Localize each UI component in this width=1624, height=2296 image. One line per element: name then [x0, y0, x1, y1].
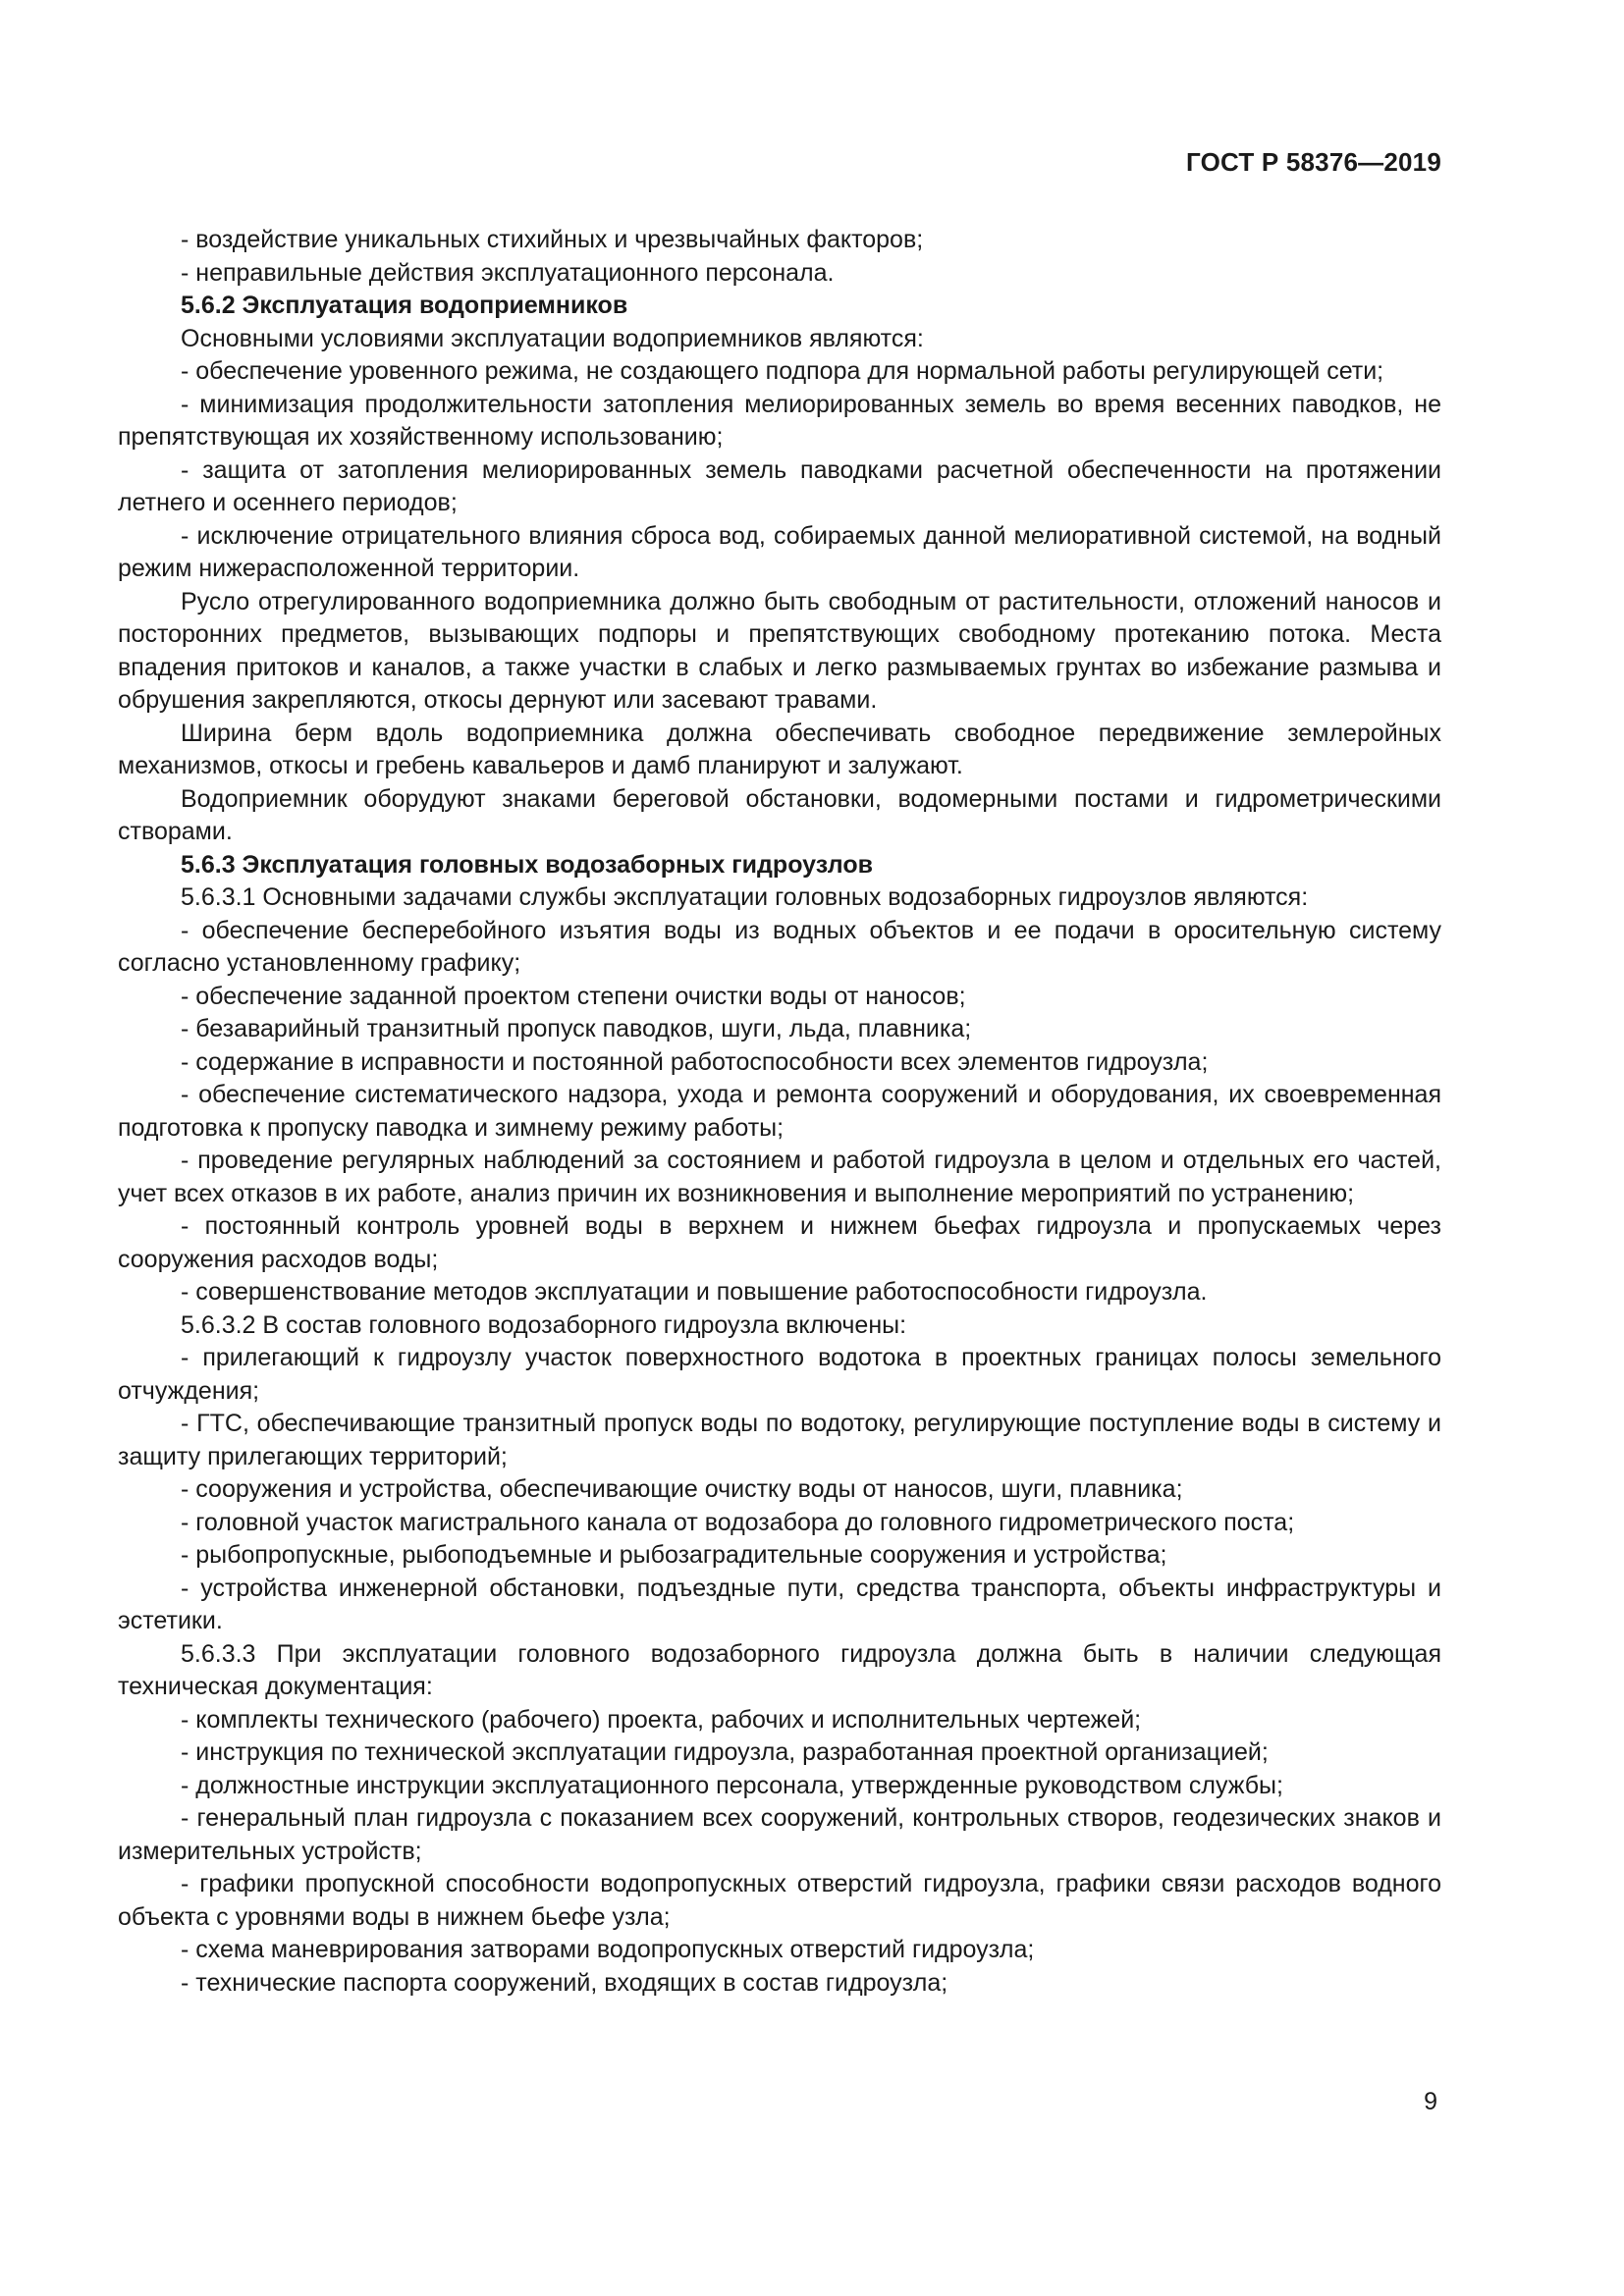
paragraph: 5.6.3.3 При эксплуатации головного водозаборного гидроузла должна быть в наличии следующая техническая документация:	[118, 1639, 1441, 1700]
paragraph: 5.6.3.1 Основными задачами службы эксплуатации головных водозаборных гидроузлов являются:	[181, 883, 1309, 911]
list-item: - обеспечение бесперебойного изъятия воды из водных объектов и ее подачи в оросительную систему согласно установленному графику;	[118, 916, 1441, 977]
section-heading-5-6-3: 5.6.3 Эксплуатация головных водозаборных гидроузлов	[181, 850, 873, 879]
list-item: - инструкция по технической эксплуатации гидроузла, разработанная проектной организацией;	[181, 1738, 1269, 1766]
list-item: - защита от затопления мелиорированных земель паводками расчетной обеспеченности на протяжении летнего и осеннего периодов;	[118, 455, 1441, 516]
paragraph: Основными условиями эксплуатации водоприемников являются:	[181, 324, 924, 352]
list-item: - безаварийный транзитный пропуск паводков, шуги, льда, плавника;	[181, 1015, 972, 1042]
document-id-header: ГОСТ Р 58376—2019	[1186, 147, 1441, 177]
list-item: - обеспечение уровенного режима, не создающего подпора для нормальной работы регулирующей сети;	[181, 357, 1384, 385]
list-item: - рыбопропускные, рыбоподъемные и рыбозаградительные сооружения и устройства;	[181, 1541, 1167, 1569]
page-number: 9	[1424, 2088, 1437, 2115]
list-item: - исключение отрицательного влияния сброса вод, собираемых данной мелиоративной системой, на водный режим нижерасположенной территории.	[118, 521, 1441, 582]
list-item: - сооружения и устройства, обеспечивающие очистку воды от наносов, шуги, плавника;	[181, 1475, 1183, 1503]
list-item: - ГТС, обеспечивающие транзитный пропуск воды по водотоку, регулирующие поступление воды в систему и защиту прилегающих территорий;	[118, 1410, 1441, 1470]
list-item: - неправильные действия эксплуатационного персонала.	[181, 258, 835, 287]
list-item: - минимизация продолжительности затопления мелиорированных земель во время весенних паводков, не препятствующая их хозяйственному использованию;	[118, 390, 1441, 451]
list-item: - постоянный контроль уровней воды в верхнем и нижнем бьефах гидроузла и пропускаемых через сооружения расходов воды;	[118, 1212, 1441, 1273]
list-item: - обеспечение заданной проектом степени очистки воды от наносов;	[181, 982, 966, 1010]
document-body	[118, 224, 1441, 2000]
list-item: - проведение регулярных наблюдений за состоянием и работой гидроузла в целом и отдельных его частей, учет всех отказов в их работе, анализ причин их возникновения и выполнение мероприятий по устранению;	[118, 1147, 1441, 1207]
list-item: - графики пропускной способности водопропускных отверстий гидроузла, графики связи расходов водного объекта с уровнями воды в нижнем бьефе узла;	[118, 1870, 1441, 1931]
list-item: - должностные инструкции эксплуатационного персонала, утвержденные руководством службы;	[181, 1771, 1283, 1799]
paragraph: Русло отрегулированного водоприемника должно быть свободным от растительности, отложений наносов и посторонних предметов, вызывающих подпоры и препятствующих свободному протеканию потока. Места впадения притоков и каналов, а также участки в слабых и легко размываемых грунтах во избежание размыва и обрушения закрепляются, откосы дернуют или засевают травами.	[118, 587, 1441, 714]
paragraph: Водоприемник оборудуют знаками береговой обстановки, водомерными постами и гидрометрическими створами.	[118, 784, 1441, 845]
list-item: - головной участок магистрального канала от водозабора до головного гидрометрического поста;	[181, 1508, 1295, 1536]
list-item: - генеральный план гидроузла с показанием всех сооружений, контрольных створов, геодезических знаков и измерительных устройств;	[118, 1804, 1441, 1865]
list-item: - воздействие уникальных стихийных и чрезвычайных факторов;	[181, 226, 924, 253]
paragraph: 5.6.3.2 В состав головного водозаборного гидроузла включены:	[181, 1310, 907, 1339]
list-item: - содержание в исправности и постоянной работоспособности всех элементов гидроузла;	[181, 1047, 1209, 1076]
list-item: - схема маневрирования затворами водопропускных отверстий гидроузла;	[181, 1936, 1035, 1963]
section-heading-5-6-2: 5.6.2 Эксплуатация водоприемников	[181, 292, 628, 319]
list-item: - совершенствование методов эксплуатации и повышение работоспособности гидроузла.	[181, 1278, 1208, 1306]
list-item: - прилегающий к гидроузлу участок поверхностного водотока в проектных границах полосы земельного отчуждения;	[118, 1344, 1441, 1405]
list-item: - комплекты технического (рабочего) проекта, рабочих и исполнительных чертежей;	[181, 1705, 1142, 1734]
list-item: - устройства инженерной обстановки, подъездные пути, средства транспорта, объекты инфраструктуры и эстетики.	[118, 1574, 1441, 1634]
list-item: - обеспечение систематического надзора, ухода и ремонта сооружений и оборудования, их своевременная подготовка к пропуску паводка и зимнему режиму работы;	[118, 1081, 1441, 1142]
paragraph: Ширина берм вдоль водоприемника должна обеспечивать свободное передвижение землеройных механизмов, откосы и гребень кавальеров и дамб планируют и залужают.	[118, 719, 1441, 779]
list-item: - технические паспорта сооружений, входящих в состав гидроузла;	[181, 1968, 948, 1997]
